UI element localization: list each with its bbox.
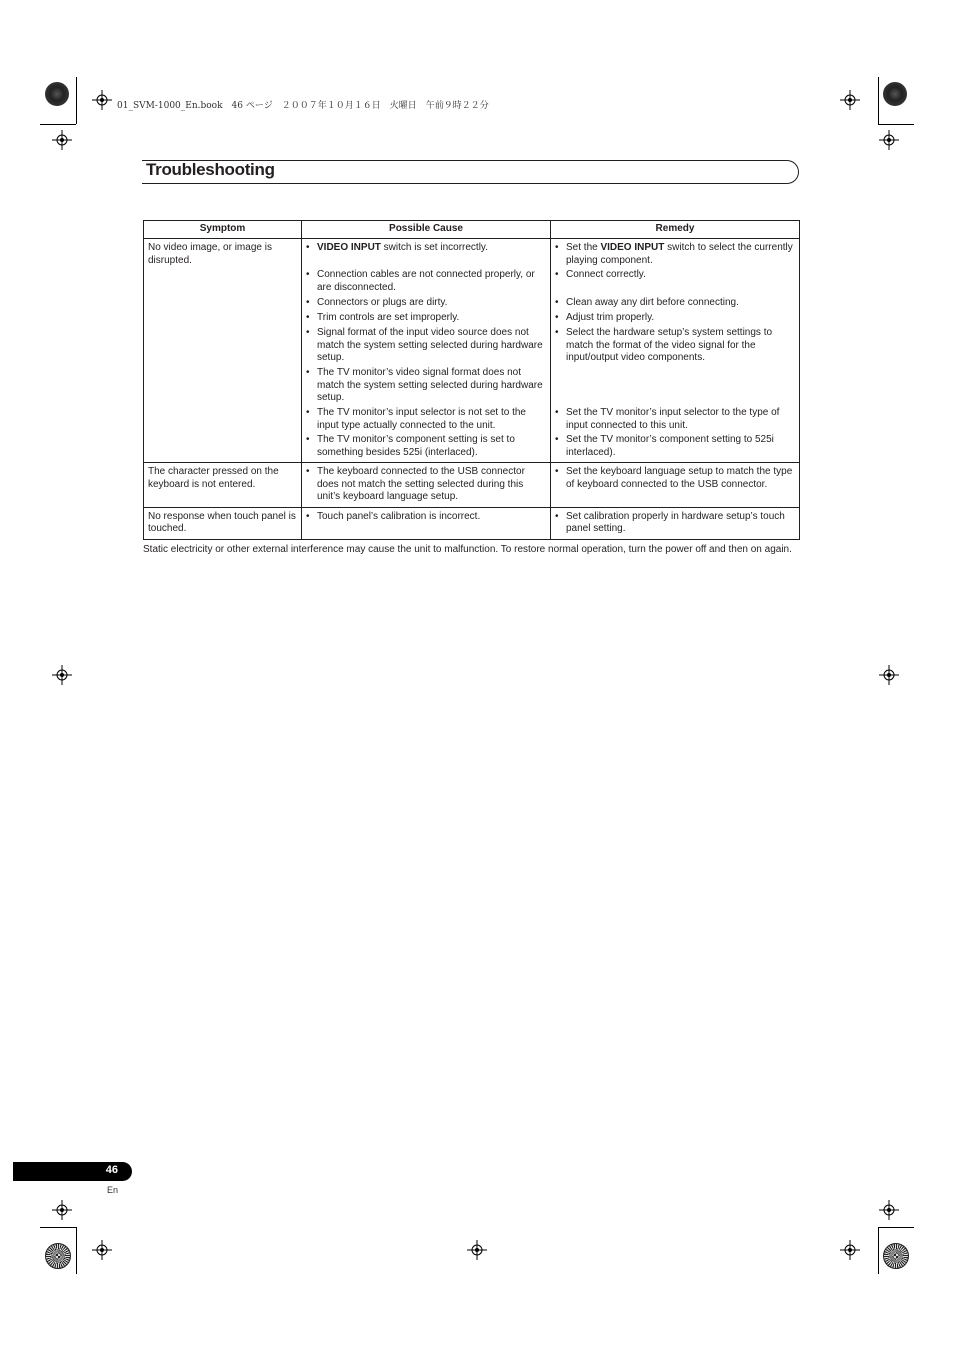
registration-target-icon	[879, 130, 899, 150]
cause-cell	[302, 507, 551, 539]
cause-item: • The keyboard connected to the USB connector does not match the setting selected during this unit’s keyboard language setup.	[306, 466, 546, 504]
remedy-item: • Select the hardware setup’s system settings to match the format of the video signal for the input/output video components.	[555, 327, 795, 407]
table-row	[144, 239, 800, 463]
registration-target-icon	[92, 1240, 112, 1260]
column-header: Possible Cause	[302, 221, 551, 239]
page-title: Troubleshooting	[146, 160, 275, 179]
crop-mark	[76, 77, 77, 124]
note-paragraph: Static electricity or other external interference may cause the unit to malfunction. To restore normal operation, turn the power off and then on again.	[143, 544, 792, 555]
column-header: Symptom	[144, 221, 302, 239]
remedy-item: • Adjust trim properly.	[555, 312, 795, 327]
registration-target-icon	[92, 90, 112, 110]
symptom-cell: The character pressed on the keyboard is not entered.	[144, 463, 302, 508]
registration-target-icon	[52, 1200, 72, 1220]
crop-mark	[878, 77, 879, 124]
remedy-item: • Set the TV monitor’s component setting to 525i interlaced).	[555, 434, 795, 459]
cause-item: • The TV monitor’s component setting is set to something besides 525i (interlaced).	[306, 434, 546, 459]
remedy-item: • Set the keyboard language setup to match the type of keyboard connected to the USB connector.	[555, 466, 795, 491]
symptom-cell: No response when touch panel is touched.	[144, 507, 302, 539]
cause-item: • VIDEO INPUT switch is set incorrectly.	[306, 242, 546, 269]
cause-item: • The TV monitor’s video signal format does not match the system setting selected during hardware setup.	[306, 367, 546, 407]
registration-rosette-icon	[45, 82, 69, 106]
page-number: 46	[105, 1164, 118, 1176]
column-header: Remedy	[551, 221, 800, 239]
page-language: En	[107, 1185, 119, 1195]
registration-target-icon	[840, 90, 860, 110]
registration-target-icon	[840, 1240, 860, 1260]
registration-target-icon	[879, 665, 899, 685]
registration-rosette-icon	[883, 82, 907, 106]
table-row	[144, 463, 800, 508]
crop-mark	[878, 1227, 879, 1274]
crop-mark	[878, 124, 914, 125]
cause-item: • Trim controls are set improperly.	[306, 312, 546, 327]
crop-mark	[40, 1227, 76, 1228]
registration-target-icon	[879, 1200, 899, 1220]
remedy-cell	[551, 239, 800, 463]
remedy-item: • Set calibration properly in hardware setup’s touch panel setting.	[555, 511, 795, 536]
registration-rosette-icon	[45, 1243, 71, 1269]
file-header: 01_SVM-1000_En.book 46 ページ ２００７年１０月１６日 火曜日 午前９時２２分	[117, 101, 489, 111]
remedy-item: • Set the TV monitor’s input selector to the type of input connected to this unit.	[555, 407, 795, 434]
cause-item: • The TV monitor’s input selector is not set to the input type actually connected to the unit.	[306, 407, 546, 434]
registration-target-icon	[52, 665, 72, 685]
cause-item: • Signal format of the input video source does not match the system setting selected during hardware setup.	[306, 327, 546, 367]
crop-mark	[76, 1227, 77, 1274]
crop-mark	[878, 1227, 914, 1228]
registration-rosette-icon	[883, 1243, 909, 1269]
troubleshooting-table	[143, 220, 800, 540]
cause-cell	[302, 239, 551, 463]
table-header-row	[144, 221, 800, 239]
cause-item: • Connectors or plugs are dirty.	[306, 297, 546, 312]
symptom-cell: No video image, or image is disrupted.	[144, 239, 302, 463]
remedy-cell	[551, 463, 800, 508]
table-row	[144, 507, 800, 539]
cause-cell	[302, 463, 551, 508]
page-number-tab	[13, 1162, 132, 1181]
cause-item: • Connection cables are not connected properly, or are disconnected.	[306, 269, 546, 297]
remedy-item: • Connect correctly.	[555, 269, 795, 297]
registration-target-icon	[52, 130, 72, 150]
remedy-item: • Clean away any dirt before connecting.	[555, 297, 795, 312]
remedy-item: • Set the VIDEO INPUT switch to select the currently playing component.	[555, 242, 795, 269]
remedy-cell	[551, 507, 800, 539]
cause-item: • Touch panel’s calibration is incorrect.	[306, 511, 546, 524]
crop-mark	[40, 124, 76, 125]
registration-target-icon	[467, 1240, 487, 1260]
